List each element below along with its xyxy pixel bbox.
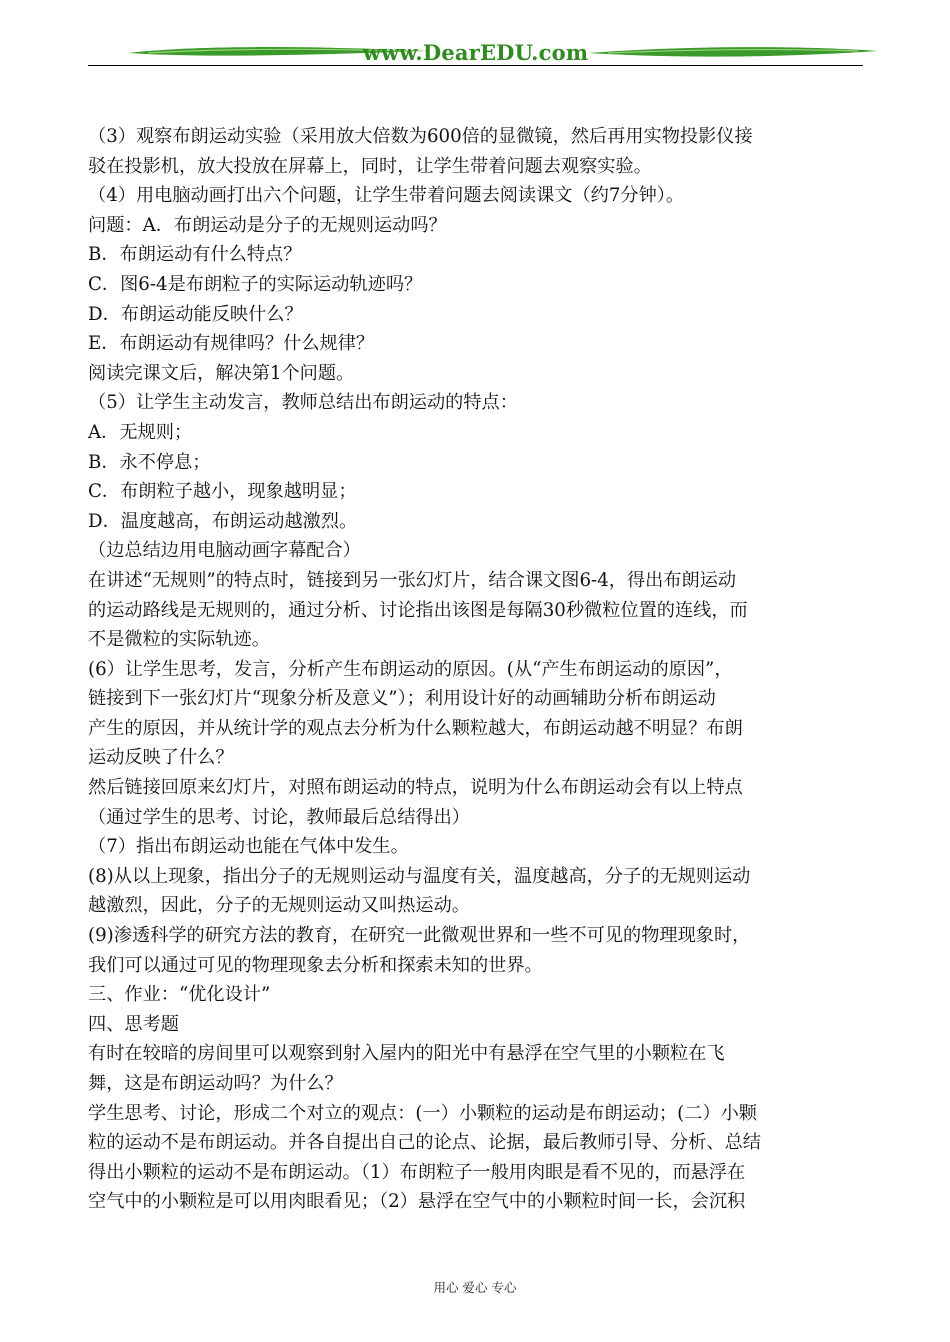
text-line: （3）观察布朗运动实验（采用放大倍数为600倍的显微镜，然后再用实物投影仪接	[88, 126, 753, 147]
text-line: 阅读完课文后，解决第1个问题。	[88, 362, 355, 384]
text-line: B．布朗运动有什么特点？	[88, 244, 302, 266]
text-line: 驳在投影机，放大投放在屏幕上，同时，让学生带着问题去观察实验。	[88, 155, 652, 177]
text-line: 粒的运动不是布朗运动。并各自提出自己的论点、论据，最后教师引导、分析、总结	[88, 1132, 761, 1154]
text-line: （4）用电脑动画打出六个问题，让学生带着问题去阅读课文（约7分钟）。	[88, 185, 685, 207]
text-line: （通过学生的思考、讨论，教师最后总结得出）	[88, 806, 470, 828]
document-body	[88, 122, 868, 1217]
text-line: (6）让学生思考，发言，分析产生布朗运动的原因。(从“产生布朗运动的原因”，	[88, 658, 733, 680]
section-heading: 三、作业：“优化设计”	[88, 984, 271, 1006]
site-brand-logo: www.DearEDU.com	[362, 40, 589, 65]
text-line: C．布朗粒子越小，现象越明显；	[88, 481, 357, 503]
text-line: D．布朗运动能反映什么？	[88, 303, 303, 325]
section-heading: 四、思考题	[88, 1013, 179, 1035]
text-line: 不是微粒的实际轨迹。	[88, 629, 270, 651]
page-header	[88, 32, 863, 70]
text-line: 越激烈，因此，分子的无规则运动又叫热运动。	[88, 895, 470, 917]
text-line: (9)渗透科学的研究方法的教育，在研究一此微观世界和一些不可见的物理现象时，	[88, 925, 751, 947]
text-line: （边总结边用电脑动画字幕配合）	[88, 540, 361, 562]
text-line: 有时在较暗的房间里可以观察到射入屋内的阳光中有悬浮在空气里的小颗粒在飞	[88, 1043, 725, 1065]
text-line: 产生的原因，并从统计学的观点去分析为什么颗粒越大，布朗运动越不明显？布朗	[88, 717, 743, 739]
right-leaf-swoosh-icon	[588, 44, 878, 62]
text-line: 学生思考、讨论，形成二个对立的观点：(一）小颗粒的运动是布朗运动；(二）小颗	[88, 1102, 757, 1124]
text-line: B．永不停息；	[88, 451, 211, 473]
text-line: 空气中的小颗粒是可以用肉眼看见；（2）悬浮在空气中的小颗粒时间一长，会沉积	[88, 1191, 746, 1213]
text-line: 我们可以通过可见的物理现象去分析和探索未知的世界。	[88, 954, 543, 976]
text-line: 得出小颗粒的运动不是布朗运动。（1）布朗粒子一般用肉眼是看不见的，而悬浮在	[88, 1161, 746, 1183]
text-line: A．无规则；	[88, 421, 193, 443]
text-line: （7）指出布朗运动也能在气体中发生。	[88, 836, 409, 858]
text-line: E．布朗运动有规律吗？什么规律？	[88, 333, 375, 355]
text-line: 链接到下一张幻灯片“现象分析及意义”）；利用设计好的动画辅助分析布朗运动	[88, 688, 716, 710]
text-line: 运动反映了什么？	[88, 747, 234, 769]
text-line: C．图6-4是布朗粒子的实际运动轨迹吗？	[88, 273, 423, 295]
text-line: 在讲述“无规则”的特点时，链接到另一张幻灯片，结合课文图6-4，得出布朗运动	[88, 569, 737, 591]
header-rule	[88, 65, 863, 66]
text-line: 然后链接回原来幻灯片，对照布朗运动的特点，说明为什么布朗运动会有以上特点	[88, 777, 743, 799]
text-line: D．温度越高，布朗运动越激烈。	[88, 510, 358, 532]
page-footer: 用心 爱心 专心	[433, 1280, 517, 1295]
text-line: 舞，这是布朗运动吗？为什么？	[88, 1073, 343, 1094]
text-line: 问题：A．布朗运动是分子的无规则运动吗？	[88, 214, 447, 236]
text-line: (8)从以上现象，指出分子的无规则运动与温度有关，温度越高，分子的无规则运动	[88, 865, 751, 887]
text-line: 的运动路线是无规则的，通过分析、讨论指出该图是每隔30秒微粒位置的连线，而	[88, 599, 748, 621]
text-line: （5）让学生主动发言，教师总结出布朗运动的特点：	[88, 392, 518, 414]
